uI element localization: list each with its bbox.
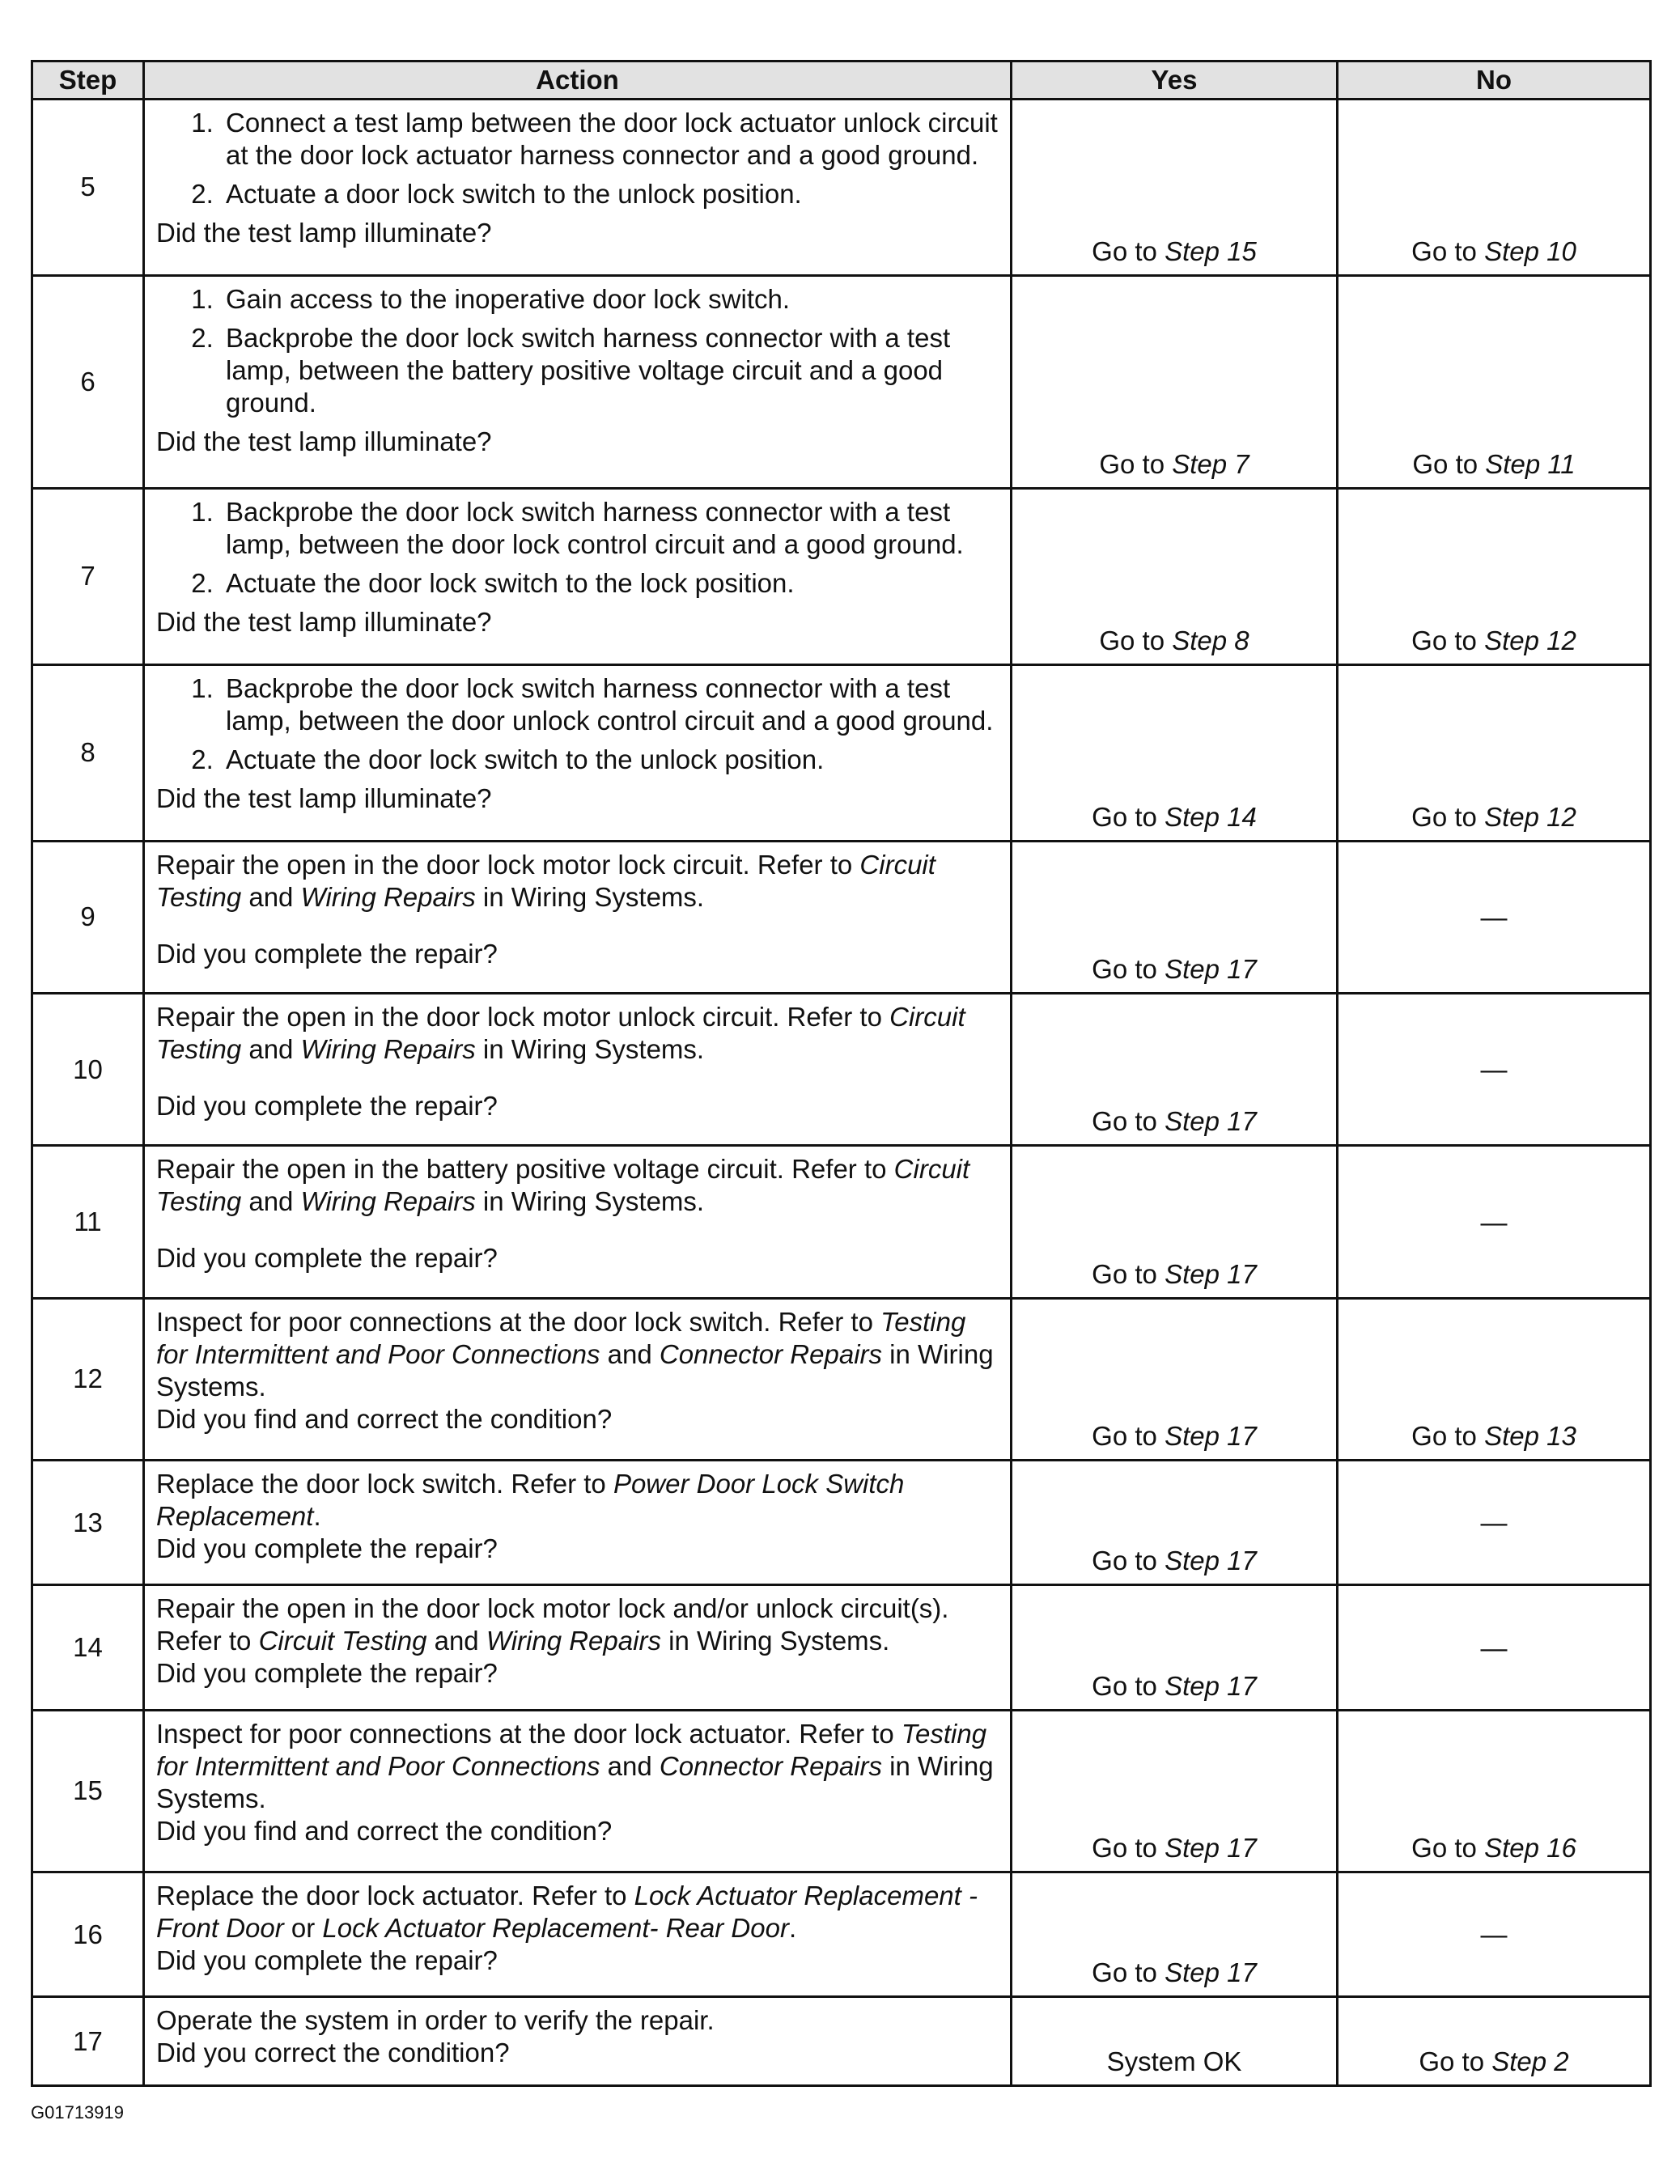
- header-action: Action: [144, 61, 1012, 100]
- spacer: [156, 914, 999, 938]
- not-applicable-dash: —: [1480, 1508, 1508, 1538]
- step-cell: 10: [32, 994, 144, 1146]
- not-applicable-dash: —: [1480, 1632, 1508, 1663]
- goto-step-ref: Step 17: [1165, 1420, 1257, 1451]
- table-body: [32, 100, 1651, 2086]
- goto-text: Go to: [1092, 235, 1157, 266]
- table-row: [32, 1585, 1651, 1711]
- yes-cell: [1012, 994, 1338, 1146]
- action-text-segment: and: [600, 1751, 660, 1781]
- reference-link-text: Wiring Repairs: [300, 881, 476, 912]
- yes-cell: [1012, 488, 1338, 664]
- goto-step-ref: Step 12: [1484, 625, 1576, 655]
- goto-text: Go to: [1092, 1258, 1157, 1289]
- action-text-segment: Operate the system in order to verify the repair.: [156, 2005, 715, 2036]
- goto-text: Go to: [1092, 1832, 1157, 1863]
- action-cell: [144, 1997, 1012, 2086]
- action-text-segment: Repair the open in the door lock motor lock circuit. Refer to: [156, 849, 860, 880]
- table-row: [32, 664, 1651, 841]
- step-cell: 14: [32, 1585, 144, 1711]
- action-text-segment: in Wiring Systems.: [660, 1626, 890, 1656]
- question-text: Did you complete the repair?: [156, 1243, 498, 1274]
- table-row: [32, 100, 1651, 276]
- action-step: 1. Gain access to the inoperative door lock switch.: [221, 283, 999, 316]
- reference-link-text: Connector Repairs: [659, 1338, 883, 1369]
- step-cell: 11: [32, 1146, 144, 1298]
- goto-text: Go to: [1411, 625, 1477, 655]
- table-header-row: [32, 61, 1651, 100]
- goto-text: Go to: [1099, 448, 1165, 479]
- goto-text: Go to: [1092, 1671, 1157, 1701]
- yes-cell: [1012, 1585, 1338, 1711]
- no-cell: [1338, 275, 1651, 488]
- goto-text: Go to: [1092, 954, 1157, 984]
- table-row: [32, 1298, 1651, 1460]
- goto-step-ref: Step 12: [1484, 801, 1576, 832]
- step-cell: 13: [32, 1460, 144, 1585]
- goto-step-ref: Step 17: [1165, 1546, 1257, 1576]
- step-cell: 7: [32, 488, 144, 664]
- question-text: Did the test lamp illuminate?: [156, 218, 492, 248]
- goto-step-ref: Step 8: [1172, 625, 1249, 655]
- goto-text: Go to: [1419, 2046, 1485, 2076]
- step-cell: 8: [32, 664, 144, 841]
- not-applicable-dash: —: [1480, 901, 1508, 932]
- action-cell: [144, 1585, 1012, 1711]
- action-text-segment: Repair the open in the door lock motor unlock circuit. Refer to: [156, 1002, 890, 1032]
- question-text: Did the test lamp illuminate?: [156, 782, 492, 813]
- reference-link-text: Circuit Testing: [156, 1154, 970, 1217]
- action-text: [156, 1718, 999, 1815]
- table-row: [32, 1872, 1651, 1997]
- question-text: Did you complete the repair?: [156, 1533, 498, 1563]
- reference-link-text: Wiring Repairs: [300, 1186, 476, 1217]
- no-cell: [1338, 841, 1651, 993]
- table-row: [32, 1711, 1651, 1872]
- yes-cell: [1012, 1872, 1338, 1997]
- figure-code: G01713919: [31, 2102, 124, 2123]
- result-text: System OK: [1106, 2046, 1242, 2076]
- goto-text: Go to: [1411, 1420, 1477, 1451]
- action-cell: [144, 841, 1012, 993]
- goto-step-ref: Step 17: [1165, 1957, 1257, 1988]
- action-text-segment: and: [241, 1034, 301, 1064]
- reference-link-text: Testing for Intermittent and Poor Connections: [156, 1306, 966, 1369]
- action-text-segment: .: [788, 1912, 797, 1943]
- diagnostic-table: [31, 60, 1652, 2087]
- action-cell: [144, 488, 1012, 664]
- step-cell: 9: [32, 841, 144, 993]
- step-cell: 16: [32, 1872, 144, 1997]
- no-cell: [1338, 1997, 1651, 2086]
- action-steps-list: [156, 496, 999, 600]
- yes-cell: [1012, 1997, 1338, 2086]
- action-text: [156, 1306, 999, 1403]
- step-cell: 5: [32, 100, 144, 276]
- goto-text: Go to: [1092, 1420, 1157, 1451]
- reference-link-text: Connector Repairs: [659, 1751, 883, 1781]
- action-text: [156, 2004, 999, 2037]
- not-applicable-dash: —: [1480, 1207, 1508, 1237]
- action-text-segment: Repair the open in the battery positive voltage circuit. Refer to: [156, 1154, 894, 1185]
- no-cell: [1338, 100, 1651, 276]
- action-text-segment: and: [600, 1338, 660, 1369]
- action-text-segment: in Wiring Systems.: [475, 881, 705, 912]
- goto-step-ref: Step 11: [1485, 448, 1576, 479]
- goto-step-ref: Step 15: [1165, 235, 1257, 266]
- action-text: [156, 1592, 999, 1657]
- action-cell: [144, 1711, 1012, 1872]
- goto-step-ref: Step 16: [1484, 1832, 1576, 1863]
- action-step: 1. Backprobe the door lock switch harness connector with a test lamp, between the door lock control circuit and a good ground.: [221, 496, 999, 561]
- goto-step-ref: Step 14: [1165, 801, 1257, 832]
- goto-text: Go to: [1099, 625, 1165, 655]
- table-row: [32, 994, 1651, 1146]
- no-cell: [1338, 488, 1651, 664]
- action-step: 2. Actuate the door lock switch to the unlock position.: [221, 744, 999, 776]
- question-text: Did you correct the condition?: [156, 2038, 510, 2068]
- goto-step-ref: Step 7: [1172, 448, 1249, 479]
- action-cell: [144, 994, 1012, 1146]
- not-applicable-dash: —: [1480, 1919, 1508, 1950]
- header-yes: Yes: [1012, 61, 1338, 100]
- action-cell: [144, 1146, 1012, 1298]
- action-text-segment: and: [426, 1626, 486, 1656]
- action-step: 2. Backprobe the door lock switch harness connector with a test lamp, between the battery positive voltage circuit and a good ground.: [221, 322, 999, 419]
- action-text-segment: Inspect for poor connections at the door lock switch. Refer to: [156, 1306, 881, 1337]
- no-cell: [1338, 1585, 1651, 1711]
- action-text-segment: Replace the door lock switch. Refer to: [156, 1468, 613, 1499]
- reference-link-text: Power Door Lock Switch Replacement: [156, 1468, 905, 1531]
- action-text: [156, 1153, 999, 1218]
- step-cell: 17: [32, 1997, 144, 2086]
- goto-text: Go to: [1411, 801, 1477, 832]
- action-step: 2. Actuate the door lock switch to the lock position.: [221, 567, 999, 600]
- step-cell: 12: [32, 1298, 144, 1460]
- spacer: [156, 1066, 999, 1090]
- action-text-segment: Inspect for poor connections at the door lock actuator. Refer to: [156, 1719, 902, 1749]
- no-cell: [1338, 1711, 1651, 1872]
- no-cell: [1338, 994, 1651, 1146]
- question-text: Did you complete the repair?: [156, 938, 498, 969]
- action-cell: [144, 100, 1012, 276]
- question-text: Did you find and correct the condition?: [156, 1403, 613, 1434]
- action-step: 2. Actuate a door lock switch to the unlock position.: [221, 178, 999, 210]
- goto-text: Go to: [1092, 1957, 1157, 1988]
- table-row: [32, 841, 1651, 993]
- goto-text: Go to: [1092, 1106, 1157, 1137]
- question-text: Did you find and correct the condition?: [156, 1816, 613, 1846]
- question-text: Did you complete the repair?: [156, 1091, 498, 1121]
- reference-link-text: Circuit Testing: [156, 849, 935, 912]
- goto-text: Go to: [1092, 801, 1157, 832]
- action-text-segment: and: [241, 1186, 301, 1217]
- reference-link-text: Lock Actuator Replacement- Rear Door: [322, 1912, 789, 1943]
- yes-cell: [1012, 1711, 1338, 1872]
- goto-step-ref: Step 17: [1165, 1106, 1257, 1137]
- goto-text: Go to: [1411, 235, 1477, 266]
- reference-link-text: Circuit Testing: [258, 1626, 427, 1656]
- goto-text: Go to: [1092, 1546, 1157, 1576]
- action-text-segment: in Wiring Systems.: [156, 1751, 994, 1813]
- goto-step-ref: Step 17: [1165, 1671, 1257, 1701]
- action-steps-list: [156, 672, 999, 776]
- yes-cell: [1012, 664, 1338, 841]
- goto-step-ref: Step 13: [1484, 1420, 1576, 1451]
- goto-step-ref: Step 10: [1484, 235, 1576, 266]
- action-text-segment: Repair the open in the door lock motor lock and/or unlock circuit(s). Refer to: [156, 1593, 949, 1656]
- goto-step-ref: Step 17: [1165, 1258, 1257, 1289]
- action-text-segment: in Wiring Systems.: [156, 1338, 994, 1402]
- yes-cell: [1012, 1298, 1338, 1460]
- header-step: Step: [32, 61, 144, 100]
- question-text: Did you complete the repair?: [156, 1658, 498, 1689]
- action-text: [156, 849, 999, 914]
- reference-link-text: Lock Actuator Replacement - Front Door: [156, 1880, 978, 1943]
- table-row: [32, 1460, 1651, 1585]
- reference-link-text: Testing for Intermittent and Poor Connections: [156, 1719, 987, 1781]
- action-text-segment: .: [313, 1500, 321, 1531]
- action-text: [156, 1880, 999, 1944]
- yes-cell: [1012, 100, 1338, 276]
- spacer: [156, 1218, 999, 1242]
- action-step: 1. Connect a test lamp between the door lock actuator unlock circuit at the door lock actuator harness connector and a good ground.: [221, 107, 999, 172]
- step-cell: 6: [32, 275, 144, 488]
- action-text-segment: or: [283, 1912, 323, 1943]
- action-steps-list: [156, 283, 999, 419]
- question-text: Did you complete the repair?: [156, 1944, 498, 1975]
- table-row: [32, 1997, 1651, 2086]
- action-cell: [144, 1298, 1012, 1460]
- action-cell: [144, 664, 1012, 841]
- action-cell: [144, 1872, 1012, 1997]
- table-row: [32, 275, 1651, 488]
- yes-cell: [1012, 1460, 1338, 1585]
- no-cell: [1338, 1298, 1651, 1460]
- question-text: Did the test lamp illuminate?: [156, 606, 492, 637]
- yes-cell: [1012, 275, 1338, 488]
- reference-link-text: Wiring Repairs: [300, 1034, 476, 1064]
- no-cell: [1338, 1872, 1651, 1997]
- goto-step-ref: Step 17: [1165, 1832, 1257, 1863]
- table-row: [32, 1146, 1651, 1298]
- question-text: Did the test lamp illuminate?: [156, 426, 492, 456]
- no-cell: [1338, 1146, 1651, 1298]
- action-text-segment: in Wiring Systems.: [475, 1186, 705, 1217]
- step-cell: 15: [32, 1711, 144, 1872]
- header-no: No: [1338, 61, 1651, 100]
- goto-text: Go to: [1411, 1832, 1477, 1863]
- action-step: 1. Backprobe the door lock switch harness connector with a test lamp, between the door unlock control circuit and a good ground.: [221, 672, 999, 737]
- table-row: [32, 488, 1651, 664]
- goto-step-ref: Step 17: [1165, 954, 1257, 984]
- action-cell: [144, 275, 1012, 488]
- yes-cell: [1012, 1146, 1338, 1298]
- not-applicable-dash: —: [1480, 1054, 1508, 1085]
- goto-step-ref: Step 2: [1491, 2046, 1569, 2076]
- action-text: [156, 1001, 999, 1066]
- reference-link-text: Circuit Testing: [156, 1002, 965, 1064]
- action-text-segment: Replace the door lock actuator. Refer to: [156, 1880, 634, 1910]
- action-cell: [144, 1460, 1012, 1585]
- no-cell: [1338, 664, 1651, 841]
- no-cell: [1338, 1460, 1651, 1585]
- action-text-segment: and: [241, 881, 301, 912]
- action-steps-list: [156, 107, 999, 210]
- action-text: [156, 1468, 999, 1533]
- reference-link-text: Wiring Repairs: [486, 1626, 661, 1656]
- action-text-segment: in Wiring Systems.: [475, 1034, 705, 1064]
- yes-cell: [1012, 841, 1338, 993]
- goto-text: Go to: [1412, 448, 1478, 479]
